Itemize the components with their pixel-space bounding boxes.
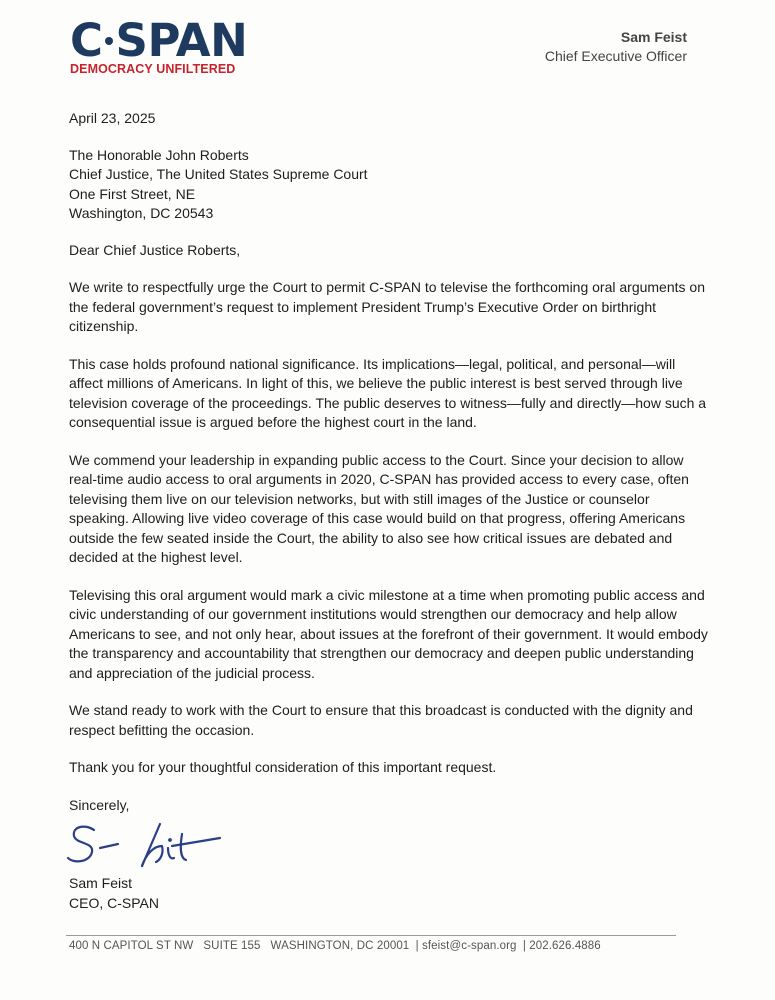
logo-tagline: DEMOCRACY UNFILTERED	[70, 62, 236, 76]
signer-name: Sam Feist	[69, 875, 133, 891]
footer-street: 400 N CAPITOL ST NW	[69, 940, 194, 952]
footer-divider	[66, 935, 676, 936]
body-paragraph: We write to respectfully urge the Court to permit C-SPAN to televise the forthcoming oral arguments on the federal government’s request to implement President Trump’s Executive Order on birthright citizenship.	[69, 279, 705, 334]
sender-title: Chief Executive Officer	[544, 48, 687, 64]
footer-city: WASHINGTON, DC 20001	[270, 940, 410, 952]
logo-letter-c: C	[70, 14, 103, 67]
recipient-line: Chief Justice, The United States Supreme Court	[69, 166, 368, 182]
recipient-line: The Honorable John Roberts	[69, 146, 249, 163]
footer-phone: 202.626.4886	[529, 940, 601, 952]
recipient-address	[69, 146, 709, 224]
recipient-line: One First Street, NE	[69, 185, 196, 202]
body-paragraph: We stand ready to work with the Court to ensure that this broadcast is conducted with the dignity and respect befitting the occasion.	[69, 702, 693, 738]
body-paragraph: We commend your leadership in expanding public access to the Court. Since your decision to allow real-time audio access to oral arguments in 2020, C-SPAN has provided access to every case, often televising them live on our television networks, but with still images of the Justice or counselor speaking. Allowing live video coverage of this case would build on that progress, offering Americans outside the few seated inside the Court, the ability to also see how critical issues are debated and decided at the highest level.	[69, 451, 689, 565]
footer-separator: |	[415, 940, 419, 952]
salutation: Dear Chief Justice Roberts,	[69, 241, 241, 258]
signer-title: CEO, C-SPAN	[69, 895, 159, 911]
logo-wordmark	[70, 14, 254, 67]
sender-block	[545, 28, 687, 66]
footer-email[interactable]: sfeist@c-span.org	[422, 940, 517, 952]
letter-date: April 23, 2025	[69, 110, 156, 126]
sender-name: Sam Feist	[620, 29, 687, 45]
footer-separator: |	[522, 940, 526, 952]
body-paragraph: This case holds profound national significance. Its implications—legal, political, and personal—will affect millions of Americans. In light of this, we believe the public interest is best served through live television coverage of the proceedings. The public deserves to witness—fully and directly—how such a consequential issue is argued before the highest court in the land.	[69, 355, 707, 430]
logo-letters-span: SPAN	[115, 14, 248, 67]
handwritten-signature	[64, 816, 224, 874]
footer-suite: SUITE 155	[203, 940, 261, 952]
letter-body	[69, 109, 709, 815]
body-paragraph: Televising this oral argument would mark a civic milestone at a time when promoting public access and civic understanding of our government institutions would strengthen our democracy and help allow Americans to see, and not only hear, about issues at the forefront of their government. It would embody the transparency and accountability that strengthen our democracy and deepen public understanding and appreciation of the judicial process.	[69, 586, 708, 681]
recipient-line: Washington, DC 20543	[69, 205, 214, 221]
signer-block	[69, 873, 159, 913]
logo-dot-icon	[105, 37, 113, 45]
cspan-logo	[70, 14, 254, 76]
closing: Sincerely,	[69, 796, 130, 813]
body-paragraph: Thank you for your thoughtful consideration of this important request.	[69, 759, 497, 775]
footer-address	[69, 940, 611, 952]
